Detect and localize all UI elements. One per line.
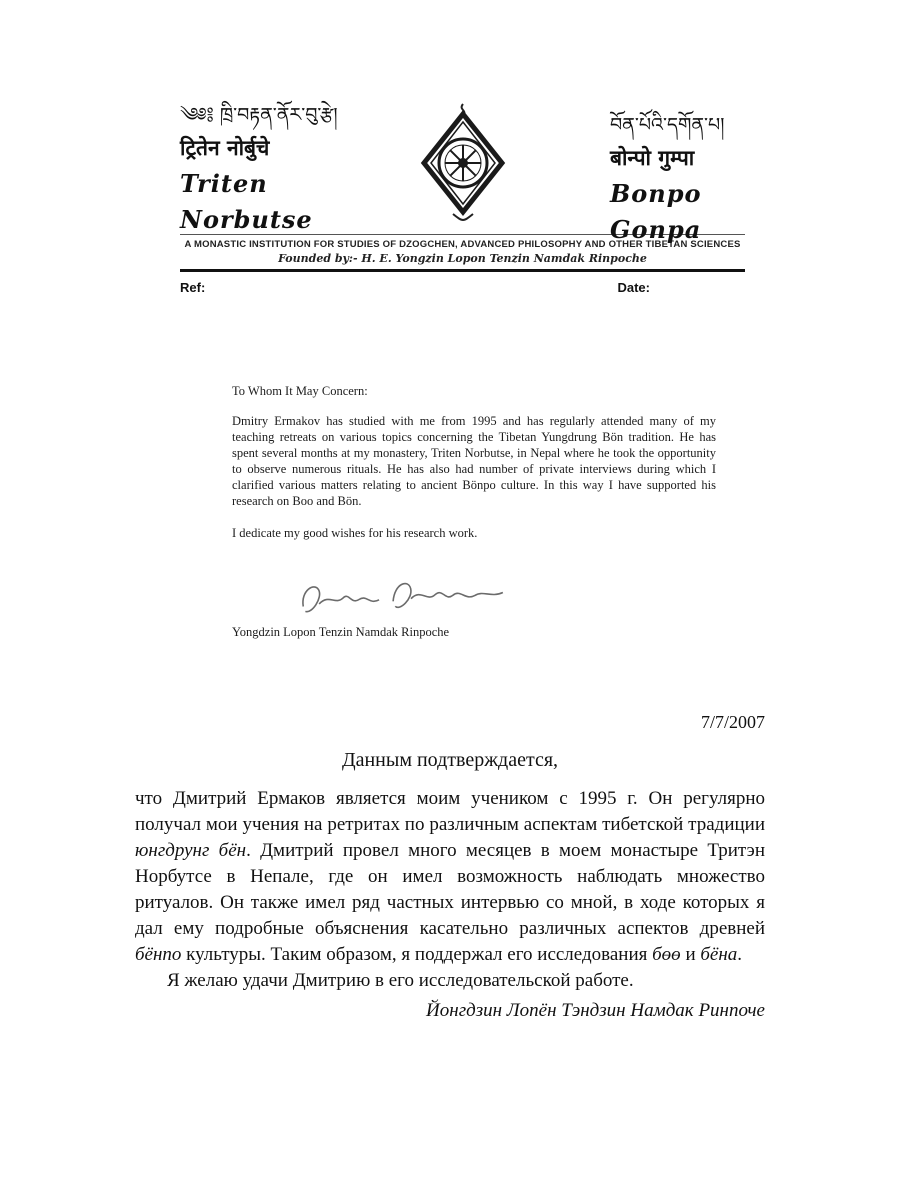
letter-paragraph: Dmitry Ermakov has studied with me from 1995 and has regularly attended many of my teaching retreats on various topics concerning the Tibetan Yungdrung Bön tradition. He has spent several months at my monastery, Triten Norbutse, in Nepal where he took the opportunity to observe numerous rituals. He has also had number of private interviews during which I clarified various matters relating to ancient Bönpo culture. In this way I have supported his research on Boo and Bön. (232, 414, 716, 508)
monastery-name-right: Bonpo Gonpa (610, 179, 702, 244)
russian-translation (135, 712, 765, 1022)
institution-banner: A MONASTIC INSTITUTION FOR STUDIES OF DZOGCHEN, ADVANCED PHILOSOPHY AND OTHER TIBETAN SCIENCES (184, 239, 741, 250)
date-label: Date: (617, 280, 650, 295)
translation-heading: Данным подтверждается, (341, 749, 559, 771)
letterhead-right (610, 100, 750, 248)
monastery-name-left: Triten Norbutse (180, 169, 313, 234)
founded-by-line: Founded by:- H. E. Yongzin Lopon Tenzin Namdak Rinpoche (278, 252, 647, 265)
ru-seg: . (737, 944, 743, 965)
ru-seg-italic: бёна (700, 944, 738, 965)
salutation: To Whom It May Concern: (232, 384, 368, 398)
tibetan-script-left: ༄༅༔ ཁྲི་བརྟན་ནོར་བུ་རྩེ། (180, 104, 338, 126)
dharma-wheel-emblem (420, 102, 506, 224)
translation-date: 7/7/2007 (700, 712, 765, 732)
ref-date-row (180, 280, 745, 295)
ru-seg-italic: юнгдрунг бён (135, 840, 247, 861)
devanagari-left: ट्रितेन नोर्बुचे (180, 136, 270, 160)
translation-signatory: Йонгдзин Лопён Тэндзин Намдак Ринпоче (426, 1000, 765, 1021)
tibetan-script-right: བོན་པོའི་དགོན་པ། (610, 114, 725, 136)
translation-paragraph (135, 786, 765, 968)
ru-seg-italic: бёнпо (135, 944, 182, 965)
ru-seg: что Дмитрий Ермаков является моим учеником с 1995 г. Он регулярно получал мои учения на ретритах по различным аспектам тибетской традиции (135, 788, 765, 835)
ref-label: Ref: (180, 280, 206, 295)
ru-seg: . Дмитрий провел много месяцев в моем монастыре Тритэн Норбутсе в Непале, где он имел возможность наблюдать множество ритуалов. Он также имел ряд частных интервью со мной, в ходе которых я дал ему подробные объяснения касательно различных аспектов древней (135, 840, 765, 939)
ru-seg-italic: бөө (652, 944, 681, 965)
handwritten-signature (295, 575, 745, 621)
letter-closing: I dedicate my good wishes for his research work. (232, 526, 478, 540)
ru-seg: и (680, 944, 701, 965)
letterhead-left (180, 100, 355, 238)
devanagari-right: बोन्पो गुम्पा (610, 146, 695, 170)
letterhead-rule (180, 269, 745, 272)
translation-closing: Я желаю удачи Дмитрию в его исследовательской работе. (167, 970, 634, 991)
scanned-letter (180, 100, 745, 640)
ru-seg: культуры. Таким образом, я поддержал его исследования (181, 944, 653, 965)
letter-body (232, 383, 716, 541)
letterhead (180, 100, 745, 244)
signatory-name: Yongdzin Lopon Tenzin Namdak Rinpoche (232, 625, 450, 639)
